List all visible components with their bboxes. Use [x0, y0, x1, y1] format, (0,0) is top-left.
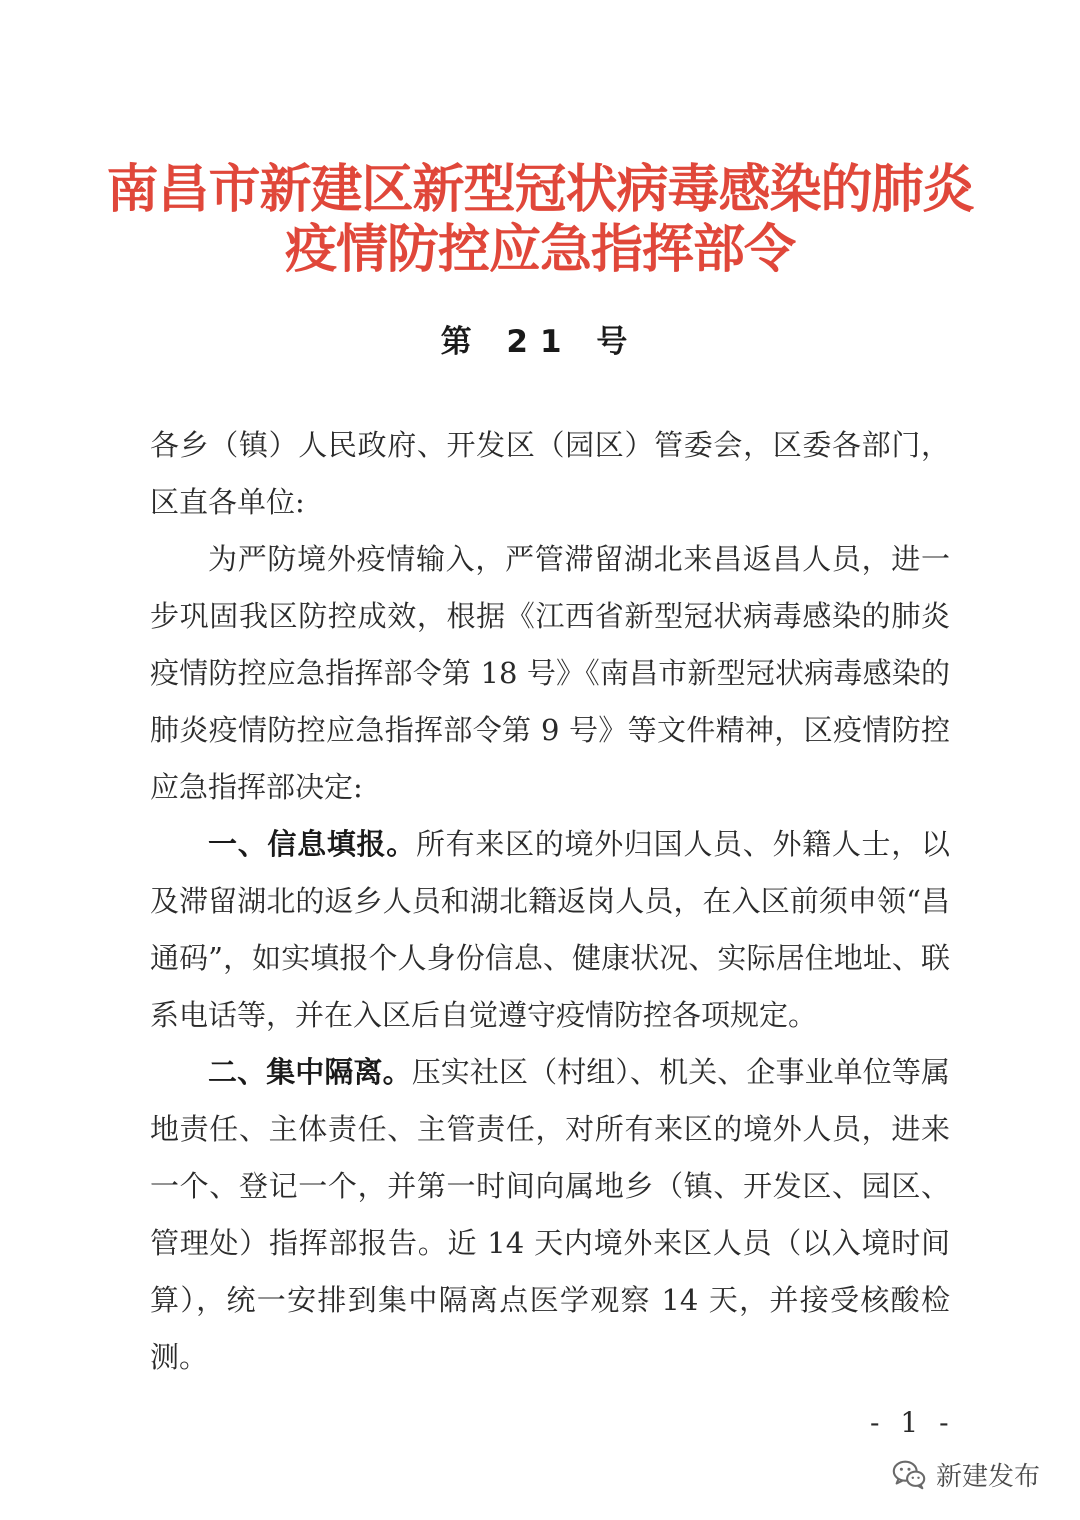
watermark — [890, 1455, 1040, 1493]
section-2-text: 压实社区（村组）、机关、企事业单位等属地责任、主体责任、主管责任，对所有来区的境外人员，进来一个、登记一个，并第一时间向属地乡（镇、开发区、园区、管理处）指挥部报告。近 14 天内境外来区人员（以入境时间算），统一安排到集中隔离点医学观察 14 天，并接受核酸检测。 — [150, 1055, 950, 1374]
page-number: - 1 - — [870, 1406, 955, 1439]
section-2-heading: 二、集中隔离。 — [208, 1055, 412, 1089]
section-1-heading: 一、信息填报。 — [208, 827, 416, 861]
section-1-paragraph — [150, 816, 950, 1044]
section-1-text: 所有来区的境外归国人员、外籍人士，以及滞留湖北的返乡人员和湖北籍返岗人员，在入区前须申领“昌通码”，如实填报个人身份信息、健康状况、实际居住地址、联系电话等，并在入区后自觉遵守疫情防控各项规定。 — [150, 827, 950, 1032]
document-number: 第 21 号 — [440, 324, 640, 360]
document-body — [150, 417, 950, 1386]
document-title-line-1: 南昌市新建区新型冠状病毒感染的肺炎 — [106, 160, 974, 220]
intro-paragraph: 为严防境外疫情输入，严管滞留湖北来昌返昌人员，进一步巩固我区防控成效，根据《江西省新型冠状病毒感染的肺炎疫情防控应急指挥部令第 18 号》《南昌市新型冠状病毒感染的肺炎疫情防控应急指挥部令第 9 号》等文件精神，区疫情防控应急指挥部决定: — [150, 542, 950, 804]
watermark-label: 新建发布 — [936, 1461, 1041, 1492]
document-title-line-2: 疫情防控应急指挥部令 — [284, 220, 795, 280]
section-2-paragraph — [150, 1044, 950, 1386]
wechat-icon — [890, 1455, 928, 1493]
addressee: 各乡（镇）人民政府、开发区（园区）管委会，区委各部门，区直各单位: — [150, 428, 950, 519]
